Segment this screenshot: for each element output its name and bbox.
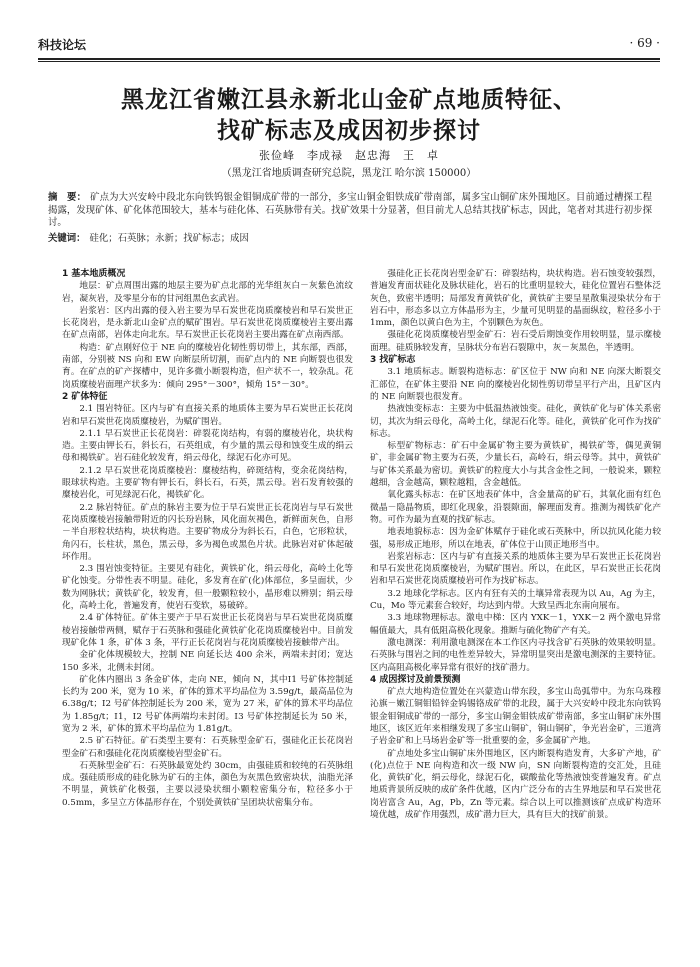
body-paragraph: 激电测深：利用激电测深在本工作区内寻找含矿石英脉的效果较明显。石英脉与围岩之间的电性差异较大，异常明显突出是激电测深的主要特征。区内高阻高极化率异常有很好的找矿潜力。 (370, 637, 661, 673)
author-list: 张俭峰 李成禄 赵忠海 王 卓 (259, 149, 439, 162)
running-header (38, 36, 660, 54)
keywords-text: 硅化；石英脉；永新；找矿标志；成因 (89, 233, 249, 244)
body-paragraph: 金矿化体规模较大，控制 NE 向延长达 400 余米，两端未封闭；宽达 150 多米，北侧未封闭。 (62, 650, 353, 673)
affiliation: （黑龙江省地质调查研究总院，黑龙江 哈尔滨 150000） (221, 168, 477, 179)
body-paragraph: 强硅化花岗质糜棱岩型金矿石：岩石受后期蚀变作用较明显，显示糜棱面理。硅质脉较发育，呈脉状分布岩石裂隙中，灰－灰黑色，半透明。 (370, 330, 661, 353)
body-paragraph: 标型矿物标志：矿石中金属矿物主要为黄铁矿，褐铁矿等，偶见黄铜矿，非金属矿物主要为石英，少量长石，高岭石，绢云母等。其中，黄铁矿与矿体关系最为密切。黄铁矿的粒度大小与其含金性之间，一般说来，颗粒越细，含金越高，颗粒越粗，含金越低。 (370, 441, 661, 489)
body-paragraph: 2.5 矿石特征。矿石类型主要有：石英脉型金矿石，强硅化正长花岗岩型金矿石和强硅化花岗质糜棱岩型金矿石。 (62, 736, 353, 759)
body-paragraph: 2.1 围岩特征。区内与矿有直接关系的地质体主要为早石炭世正长花岗岩和早石炭世花岗质糜棱岩，为赋矿围岩。 (62, 404, 353, 427)
section-heading: 3 找矿标志 (370, 355, 416, 366)
body-paragraph: 2.4 矿体特征。矿体主要产于早石炭世正长花岗岩与早石炭世花岗质糜棱岩接触带两侧，赋存于石英脉和强硅化黄铁矿化花岗质糜棱岩中。目前发现矿化体 1 条，矿体 3 条，平行正长花岗岩与花岗质糜棱岩接触带产出。 (62, 613, 353, 648)
body-paragraph: 岩浆岩：区内出露的侵入岩主要为早石炭世花岗质糜棱岩和早石炭世正长花岗岩，是永新北山金矿点的赋矿围岩。早石炭世花岗质糜棱岩主要出露在矿点南部，岩体走向北东。早石炭世正长花岗岩主要出露在矿点南西部。 (62, 305, 353, 341)
body-paragraph: 2.3 围岩蚀变特征。主要见有硅化，黄铁矿化，绢云母化，高岭土化等矿化蚀变。分带性表不明显。硅化，多发育在矿(化)体部位，多呈面状，少数为网脉状；黄铁矿化，较发育，但一般颗粒较小，晶形难以辨别；绢云母化，高岭土化，普遍发育，使岩石变软，易破碎。 (62, 564, 353, 612)
abstract (48, 192, 652, 230)
body-paragraph: 矿点地处多宝山铜矿床外围地区，区内断裂构造发育，大多矿产地，矿(化)点位于 NE 向构造和次一级 NW 向，SN 向断裂构造的交汇处，且硅化，黄铁矿化，绢云母化，绿泥石化，碳酸盐化等热液蚀变普遍发育。矿点地质背景所反映的成矿条件优越，区内广泛分布的古生界地层和早石炭世花岗岩富含 Au，Ag，Pb，Zn 等元素。综合以上可以推测该矿点成矿构造环境优越，成矿作用强烈，成矿潜力巨大，具有巨大的找矿前景。 (370, 748, 661, 821)
body-paragraph: 岩浆岩标志：区内与矿有直接关系的地质体主要为早石炭世正长花岗岩和早石炭世花岗质糜棱岩，为赋矿围岩。所以，在此区，早石炭世正长花岗岩和早石炭世花岗质糜棱岩可作为找矿标志。 (370, 551, 661, 587)
right-column (370, 268, 661, 821)
body-paragraph: 热液蚀变标志：主要为中低温热液蚀变。硅化，黄铁矿化与矿体关系密切，其次为绢云母化，高岭土化，绿泥石化等。硅化，黄铁矿化可作为找矿标志。 (370, 404, 661, 439)
body-paragraph: 3.1 地质标志。断裂构造标志：矿区位于 NW 向和 NE 向深大断裂交汇部位，在矿体主要沿 NE 向的糜棱岩化韧性剪切带呈平行产出，且矿区内的 NE 向断裂也很发育。 (370, 367, 661, 402)
abstract-text: 矿点为大兴安岭中段北东向铁钨银金钼铜成矿带的一部分，多宝山铜金钼铁成矿带南部，属多宝山铜矿床外围地区。目前通过槽探工程揭露，发现矿体、矿化体范围较大，基本与硅化体、石英脉带有关。找矿效果十分显著，但目前尤人总结其找矿标志，因此，笔者对其进行初步探讨。 (48, 192, 652, 228)
body-paragraph: 矿化体内圈出 3 条金矿体，走向 NE，倾向 N，其中Ⅰ1 号矿体控制延长约为 200 米，宽为 10 米，矿体的算术平均品位为 3.59g/t，最高品位为 6.38g/t；Ⅰ2 号矿体控制延长为 200 米，宽为 27 米，矿体的算术平均品位为 1.85g/t；Ⅰ1，Ⅰ2 号矿体两端均未封闭。Ⅰ3 号矿体控制延长为 50 米，宽为 2 米，矿体的算术平均品位为 1.81g/t。 (62, 674, 353, 734)
body-paragraph: 地层：矿点周围出露的地层主要为矿点北部的光华组灰白－灰紫色流纹岩，凝灰岩，及零星分布的甘河组黑色玄武岩。 (62, 281, 353, 304)
header-rule-thick (38, 58, 660, 60)
body-paragraph: 构造：矿点刚好位于 NE 向的糜棱岩化韧性剪切带上，其东部，西部，南部，分别被 NS 向和 EW 向断层所切割，而矿点内的 NE 向断裂也很发育。在矿点的矿产探槽中，见许多微小断裂构造，但产状不一，较杂乱。花岗质糜棱岩面理产状多为：倾向 295°－300°，倾角 15°－30°。 (62, 342, 353, 390)
body-paragraph: 石英脉型金矿石：石英脉最宽处约 30cm，由强硅质和较纯的石英脉组成。强硅质形成的硅化脉为矿石的主体，颜色为灰黑色致密块状，油脂光泽不明显，黄铁矿化极强，主要以浸染状细小颗粒密集分布，粒径多小于 0.5mm，多呈立方体晶形存在，个别处黄铁矿呈团块状密集分布。 (62, 760, 353, 808)
body-paragraph: 2.2 脉岩特征。矿点的脉岩主要为位于早石炭世正长花岗岩与早石炭世花岗质糜棱岩接触带附近的闪长玢岩脉，风化面灰褐色，新鲜面灰色，自形－半自形粒状结构，块状构造。主要矿物成分为斜长石，白色，它形粒状，角闪石，长柱状，黑色，黑云母，多为褐色或黑色片状。此脉岩对矿体起破坏作用。 (62, 502, 353, 562)
article-title-line-2: 找矿标志及成因初步探讨 (217, 118, 481, 144)
body-paragraph: 强硅化正长花岗岩型金矿石：碎裂结构，块状构造。岩石蚀变较强烈，普遍发育面状硅化及脉状硅化，岩石的比重明显较大，硅化位置岩石整体泛灰色，致密半透明；局部发育黄铁矿化，黄铁矿主要呈星散集浸染状分布于岩石中，形态多以立方体晶形为主，少量可见明显的晶面纵纹，粒径多小于 1mm，颜色以黄白色为主，个别颗色为灰色。 (370, 269, 661, 329)
keywords-label: 关键词： (48, 233, 86, 244)
body-paragraph: 3.3 地球物理标志。激电中梯：区内 YXK－1，YXK－2 两个激电异常幅值最大，具有低阻高极化现象。推断与硫化物矿产有关。 (370, 613, 661, 636)
journal-name: 科技论坛 (38, 38, 87, 52)
section-heading: 4 成因探讨及前景预测 (370, 674, 461, 685)
keywords (48, 233, 652, 246)
body-paragraph: 3.2 地球化学标志。区内有狂有关的土壤异常表现为以 Au，Ag 为主，Cu，Mo 等元素套合较好，均达到内带。大致呈西北东南向展布。 (370, 588, 661, 612)
header-rule-thin (38, 61, 660, 62)
abstract-label: 摘 要： (48, 192, 87, 203)
page-number: · 69 · (629, 36, 660, 50)
left-column (62, 268, 353, 809)
body-paragraph: 氧化露头标志：在矿区地表矿体中，含金量高的矿石，其氧化面有红色微晶－隐晶物质，即红化现象，沿裂隙面，解理面发育。推测为褐铁矿化产物。可作为最为直观的找矿标志。 (370, 490, 661, 525)
section-heading: 2 矿体特征 (62, 391, 108, 402)
section-heading: 1 基本地质概况 (62, 269, 126, 279)
body-paragraph: 地表地貌标志：因为金矿体赋存于硅化或石英脉中，所以抗风化能力较强，易形成正地形，所以在地表，矿体位于山顶正地形当中。 (370, 527, 661, 550)
article-title-line-1: 黑龙江省嫩江县永新北山金矿点地质特征、 (121, 87, 577, 113)
body-paragraph: 2.1.1 早石炭世正长花岗岩：碎裂花岗结构，有弱的糜棱岩化，块状构造。主要由钾长石，斜长石，石英组成，有少量的黑云母和蚀变生成的绢云母和褐铁矿。岩石硅化较发育，绢云母化，绿泥石化亦可见。 (62, 428, 353, 464)
body-paragraph: 2.1.2 早石炭世花岗质糜棱岩：糜棱结构，碎斑结构，变余花岗结构，眼球状构造。主要矿物有钾长石，斜长石，石英，黑云母。岩石发育较强的糜棱岩化，可见绿泥石化，褐铁矿化。 (62, 465, 353, 501)
body-paragraph: 矿点大地构造位置处在兴蒙造山带东段，多宝山岛弧带中。为东乌珠穆沁旗－嫩江铜钼铅锌金钨锡铬成矿带的北段，属于大兴安岭中段北东向铁钨银金钼铜成矿带的一部分，多宝山铜金钼铁成矿带南部，多宝山铜矿床外围地区，该区近年来相继发现了多宝山铜矿，铜山铜矿，争光岩金矿，三道湾子岩金矿和上马场岩金矿等一批重要的金，多金属矿产地。 (370, 687, 661, 747)
